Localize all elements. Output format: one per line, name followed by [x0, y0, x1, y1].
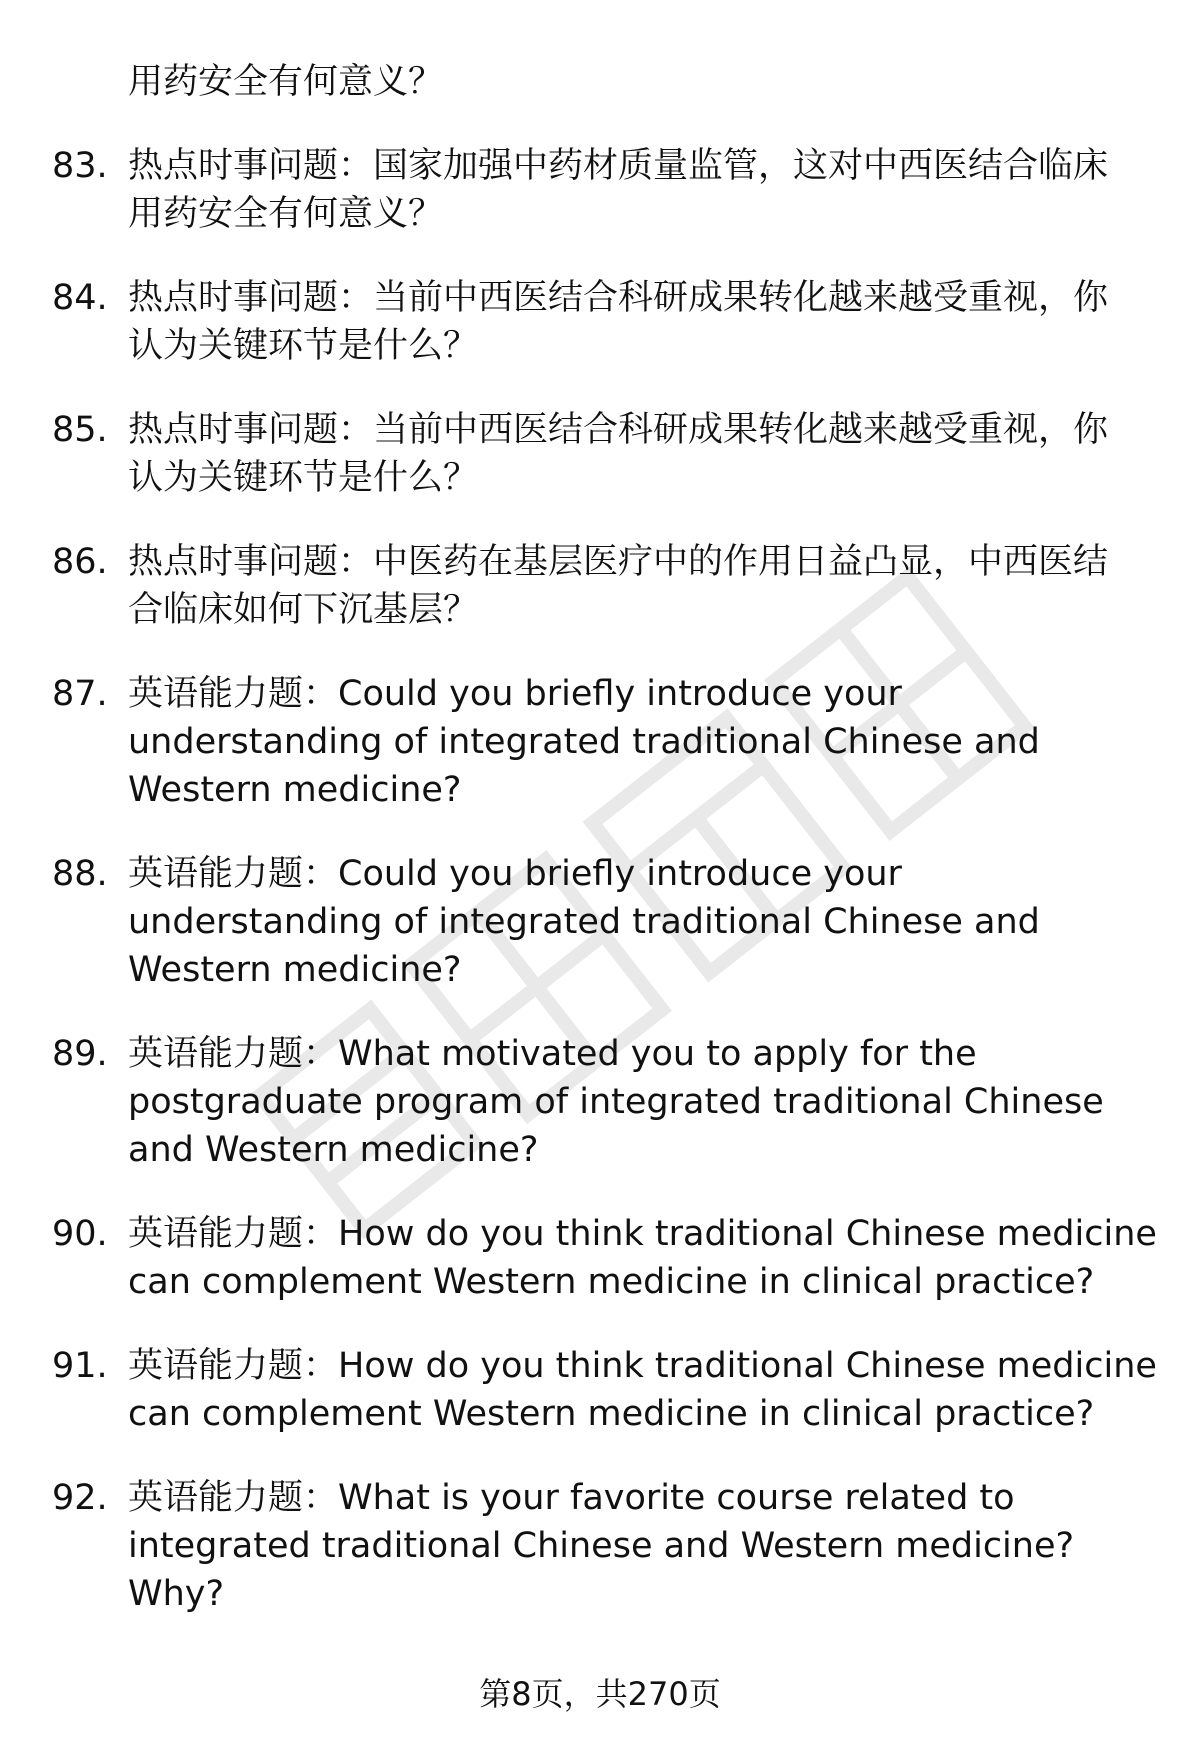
question-text: [128, 406, 1156, 502]
text-line: 认为关键环节是什么？: [128, 326, 479, 366]
text-line: understanding of integrated traditional Chinese and: [128, 902, 1040, 942]
text-line: Why?: [128, 1574, 225, 1614]
text-line: 英语能力题：What is your favorite course related to: [128, 1478, 1015, 1518]
text-line: 英语能力题：How do you think traditional Chinese medicine: [128, 1346, 1157, 1386]
text-line: 合临床如何下沉基层？: [128, 590, 479, 630]
question-text: [128, 142, 1156, 238]
page-number-label: 第8页，共270页: [479, 1675, 721, 1713]
question-text: [128, 1030, 1156, 1174]
text-line: Western medicine?: [128, 950, 462, 990]
text-line: 英语能力题：What motivated you to apply for the: [128, 1034, 977, 1074]
text-line: Western medicine?: [128, 770, 462, 810]
question-text: [128, 1474, 1156, 1618]
text-line: can complement Western medicine in clinical practice?: [128, 1262, 1095, 1302]
page-footer: [0, 1672, 1200, 1716]
question-item: [0, 274, 1200, 370]
text-line: understanding of integrated traditional Chinese and: [128, 722, 1040, 762]
question-list: [0, 142, 1200, 1654]
question-item: [0, 1030, 1200, 1174]
question-number: 83.: [52, 146, 108, 186]
question-item: [0, 1342, 1200, 1438]
question-text: [128, 670, 1156, 814]
text-line: 英语能力题：Could you briefly introduce your: [128, 854, 902, 894]
question-text: [128, 538, 1156, 634]
question-number: 86.: [52, 542, 108, 582]
question-item: [0, 670, 1200, 814]
text-line: 用药安全有何意义？: [128, 194, 444, 234]
question-number: 92.: [52, 1478, 108, 1518]
question-item: [0, 1474, 1200, 1618]
question-number: 84.: [52, 278, 108, 318]
continued-question-text: [128, 58, 443, 106]
question-text: [128, 1210, 1156, 1306]
text-line: 英语能力题：How do you think traditional Chinese medicine: [128, 1214, 1157, 1254]
text-line: 认为关键环节是什么？: [128, 458, 479, 498]
question-number: 87.: [52, 674, 108, 714]
text-line: postgraduate program of integrated traditional Chinese: [128, 1082, 1104, 1122]
question-item: [0, 1210, 1200, 1306]
question-number: 85.: [52, 410, 108, 450]
question-number: 88.: [52, 854, 108, 894]
question-number: 90.: [52, 1214, 108, 1254]
question-text: [128, 274, 1156, 370]
question-text: [128, 850, 1156, 994]
text-line: can complement Western medicine in clinical practice?: [128, 1394, 1095, 1434]
text-line: integrated traditional Chinese and Western medicine?: [128, 1526, 1075, 1566]
text-line: 热点时事问题：中医药在基层医疗中的作用日益凸显，中西医结: [128, 542, 1109, 582]
text-line: 热点时事问题：当前中西医结合科研成果转化越来越受重视，你: [128, 278, 1109, 318]
question-item: [0, 850, 1200, 994]
text-line: 热点时事问题：当前中西医结合科研成果转化越来越受重视，你: [128, 410, 1109, 450]
text-line: 热点时事问题：国家加强中药材质量监管，这对中西医结合临床: [128, 146, 1109, 186]
question-item: [0, 142, 1200, 238]
question-number: 89.: [52, 1034, 108, 1074]
text-line: and Western medicine?: [128, 1130, 539, 1170]
question-text: [128, 1342, 1156, 1438]
text-line: 英语能力题：Could you briefly introduce your: [128, 674, 902, 714]
question-number: 91.: [52, 1346, 108, 1386]
question-item: [0, 406, 1200, 502]
question-item: [0, 538, 1200, 634]
text-line: 用药安全有何意义？: [128, 62, 444, 102]
